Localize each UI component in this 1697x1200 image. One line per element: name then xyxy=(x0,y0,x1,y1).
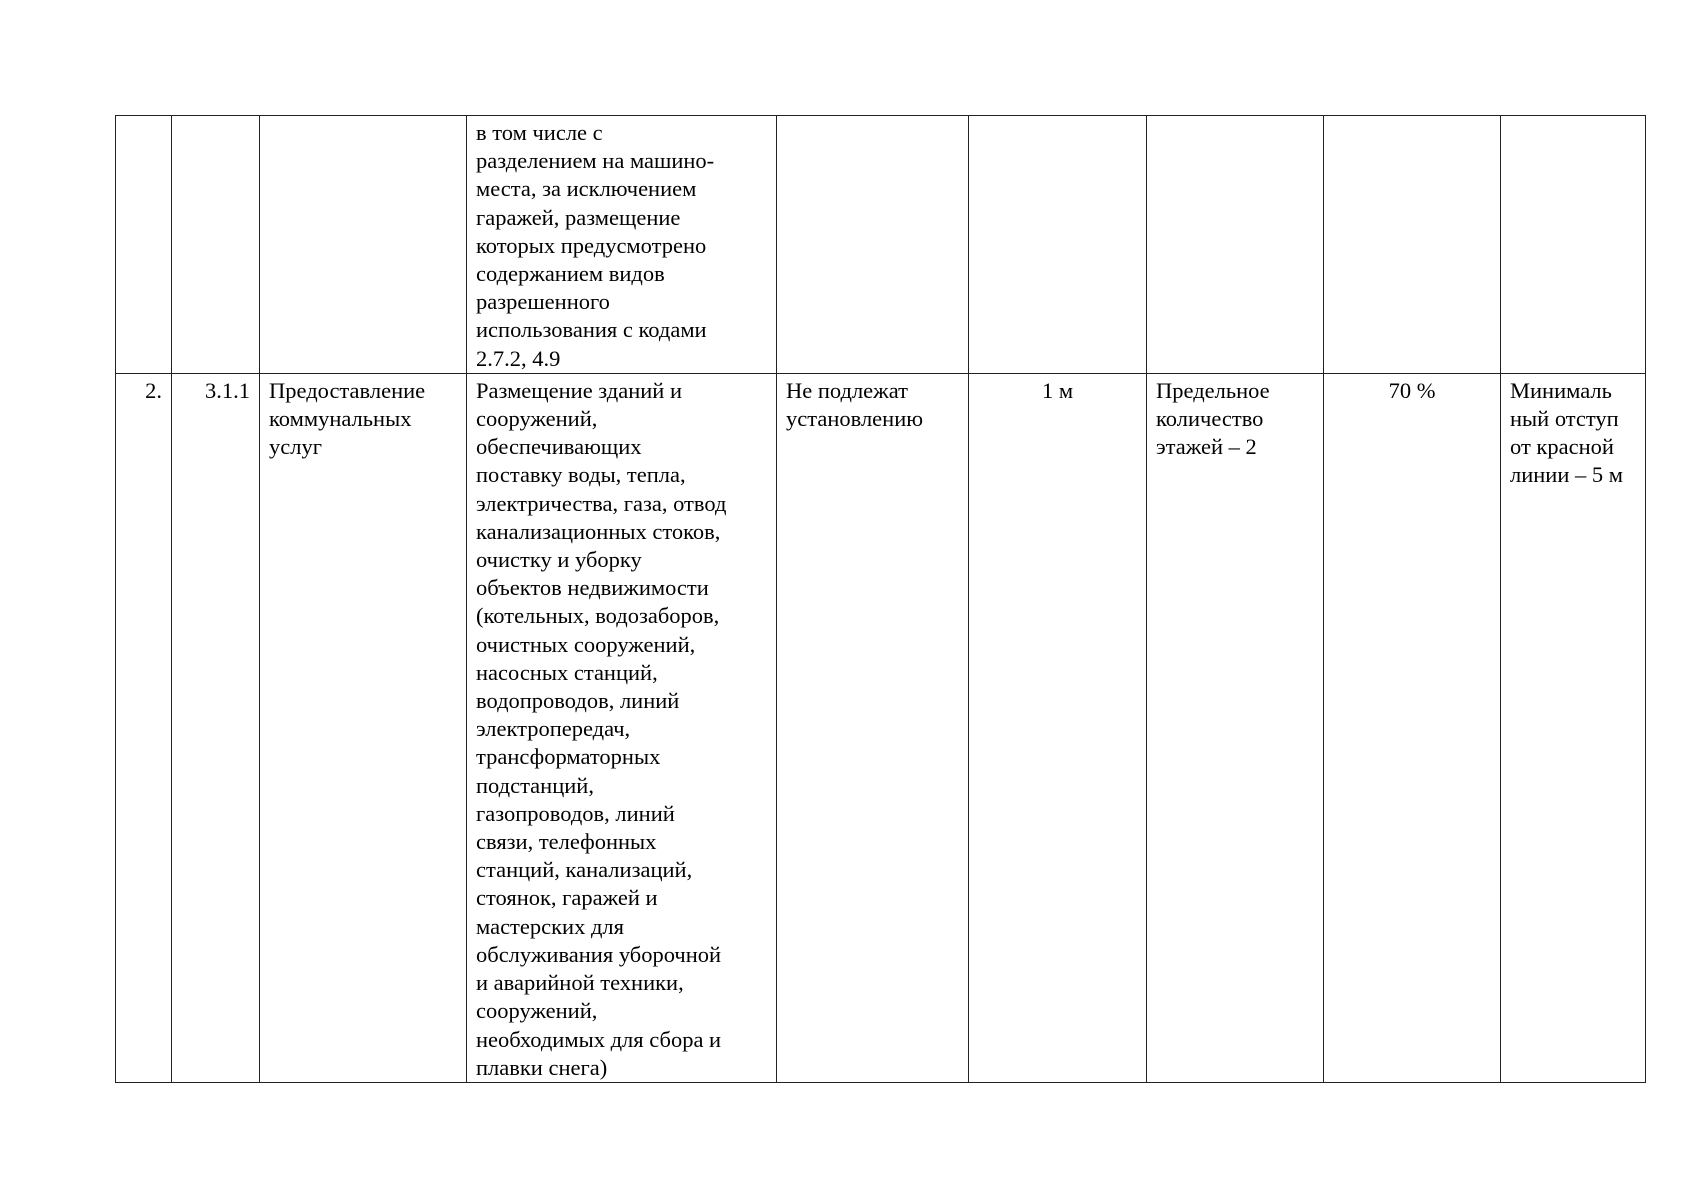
use-name: Предоставление коммунальных услуг xyxy=(260,373,467,1082)
table-cell-description: в том числе с разделением на машино- места, за исключением гаражей, размещение которых предусмотрено содержанием видов разрешенного использования с кодами 2.7.2, 4.9 xyxy=(467,116,777,374)
table-row xyxy=(116,373,1646,1082)
table-cell xyxy=(260,116,467,374)
table-cell xyxy=(116,116,172,374)
zoning-table xyxy=(115,115,1646,1083)
table-cell xyxy=(172,116,260,374)
table-cell xyxy=(1324,116,1501,374)
max-floors: Предельное количество этажей – 2 xyxy=(1147,373,1324,1082)
row-number: 2. xyxy=(116,373,172,1082)
plot-area-limit: Не подлежат установлению xyxy=(777,373,969,1082)
table-cell xyxy=(777,116,969,374)
table-cell xyxy=(969,116,1147,374)
table-cell xyxy=(1501,116,1646,374)
use-code: 3.1.1 xyxy=(172,373,260,1082)
table-row-continuation xyxy=(116,116,1646,374)
use-description: Размещение зданий и сооружений, обеспечивающих поставку воды, тепла, электричества, газа, отвод канализационных стоков, очистку и уборку объектов недвижимости (котельных, водозаборов, очистных сооружений, насосных станций, водопроводов, линий электропередач, трансформаторных подстанций, газопроводов, линий связи, телефонных станций, канализаций, стоянок, гаражей и мастерских для обслуживания уборочной и аварийной техники, сооружений, необходимых для сбора и плавки снега) xyxy=(467,373,777,1082)
min-setback: 1 м xyxy=(969,373,1147,1082)
max-coverage: 70 % xyxy=(1324,373,1501,1082)
table-cell xyxy=(1147,116,1324,374)
red-line-setback: Минималь ный отступ от красной линии – 5 м xyxy=(1501,373,1646,1082)
